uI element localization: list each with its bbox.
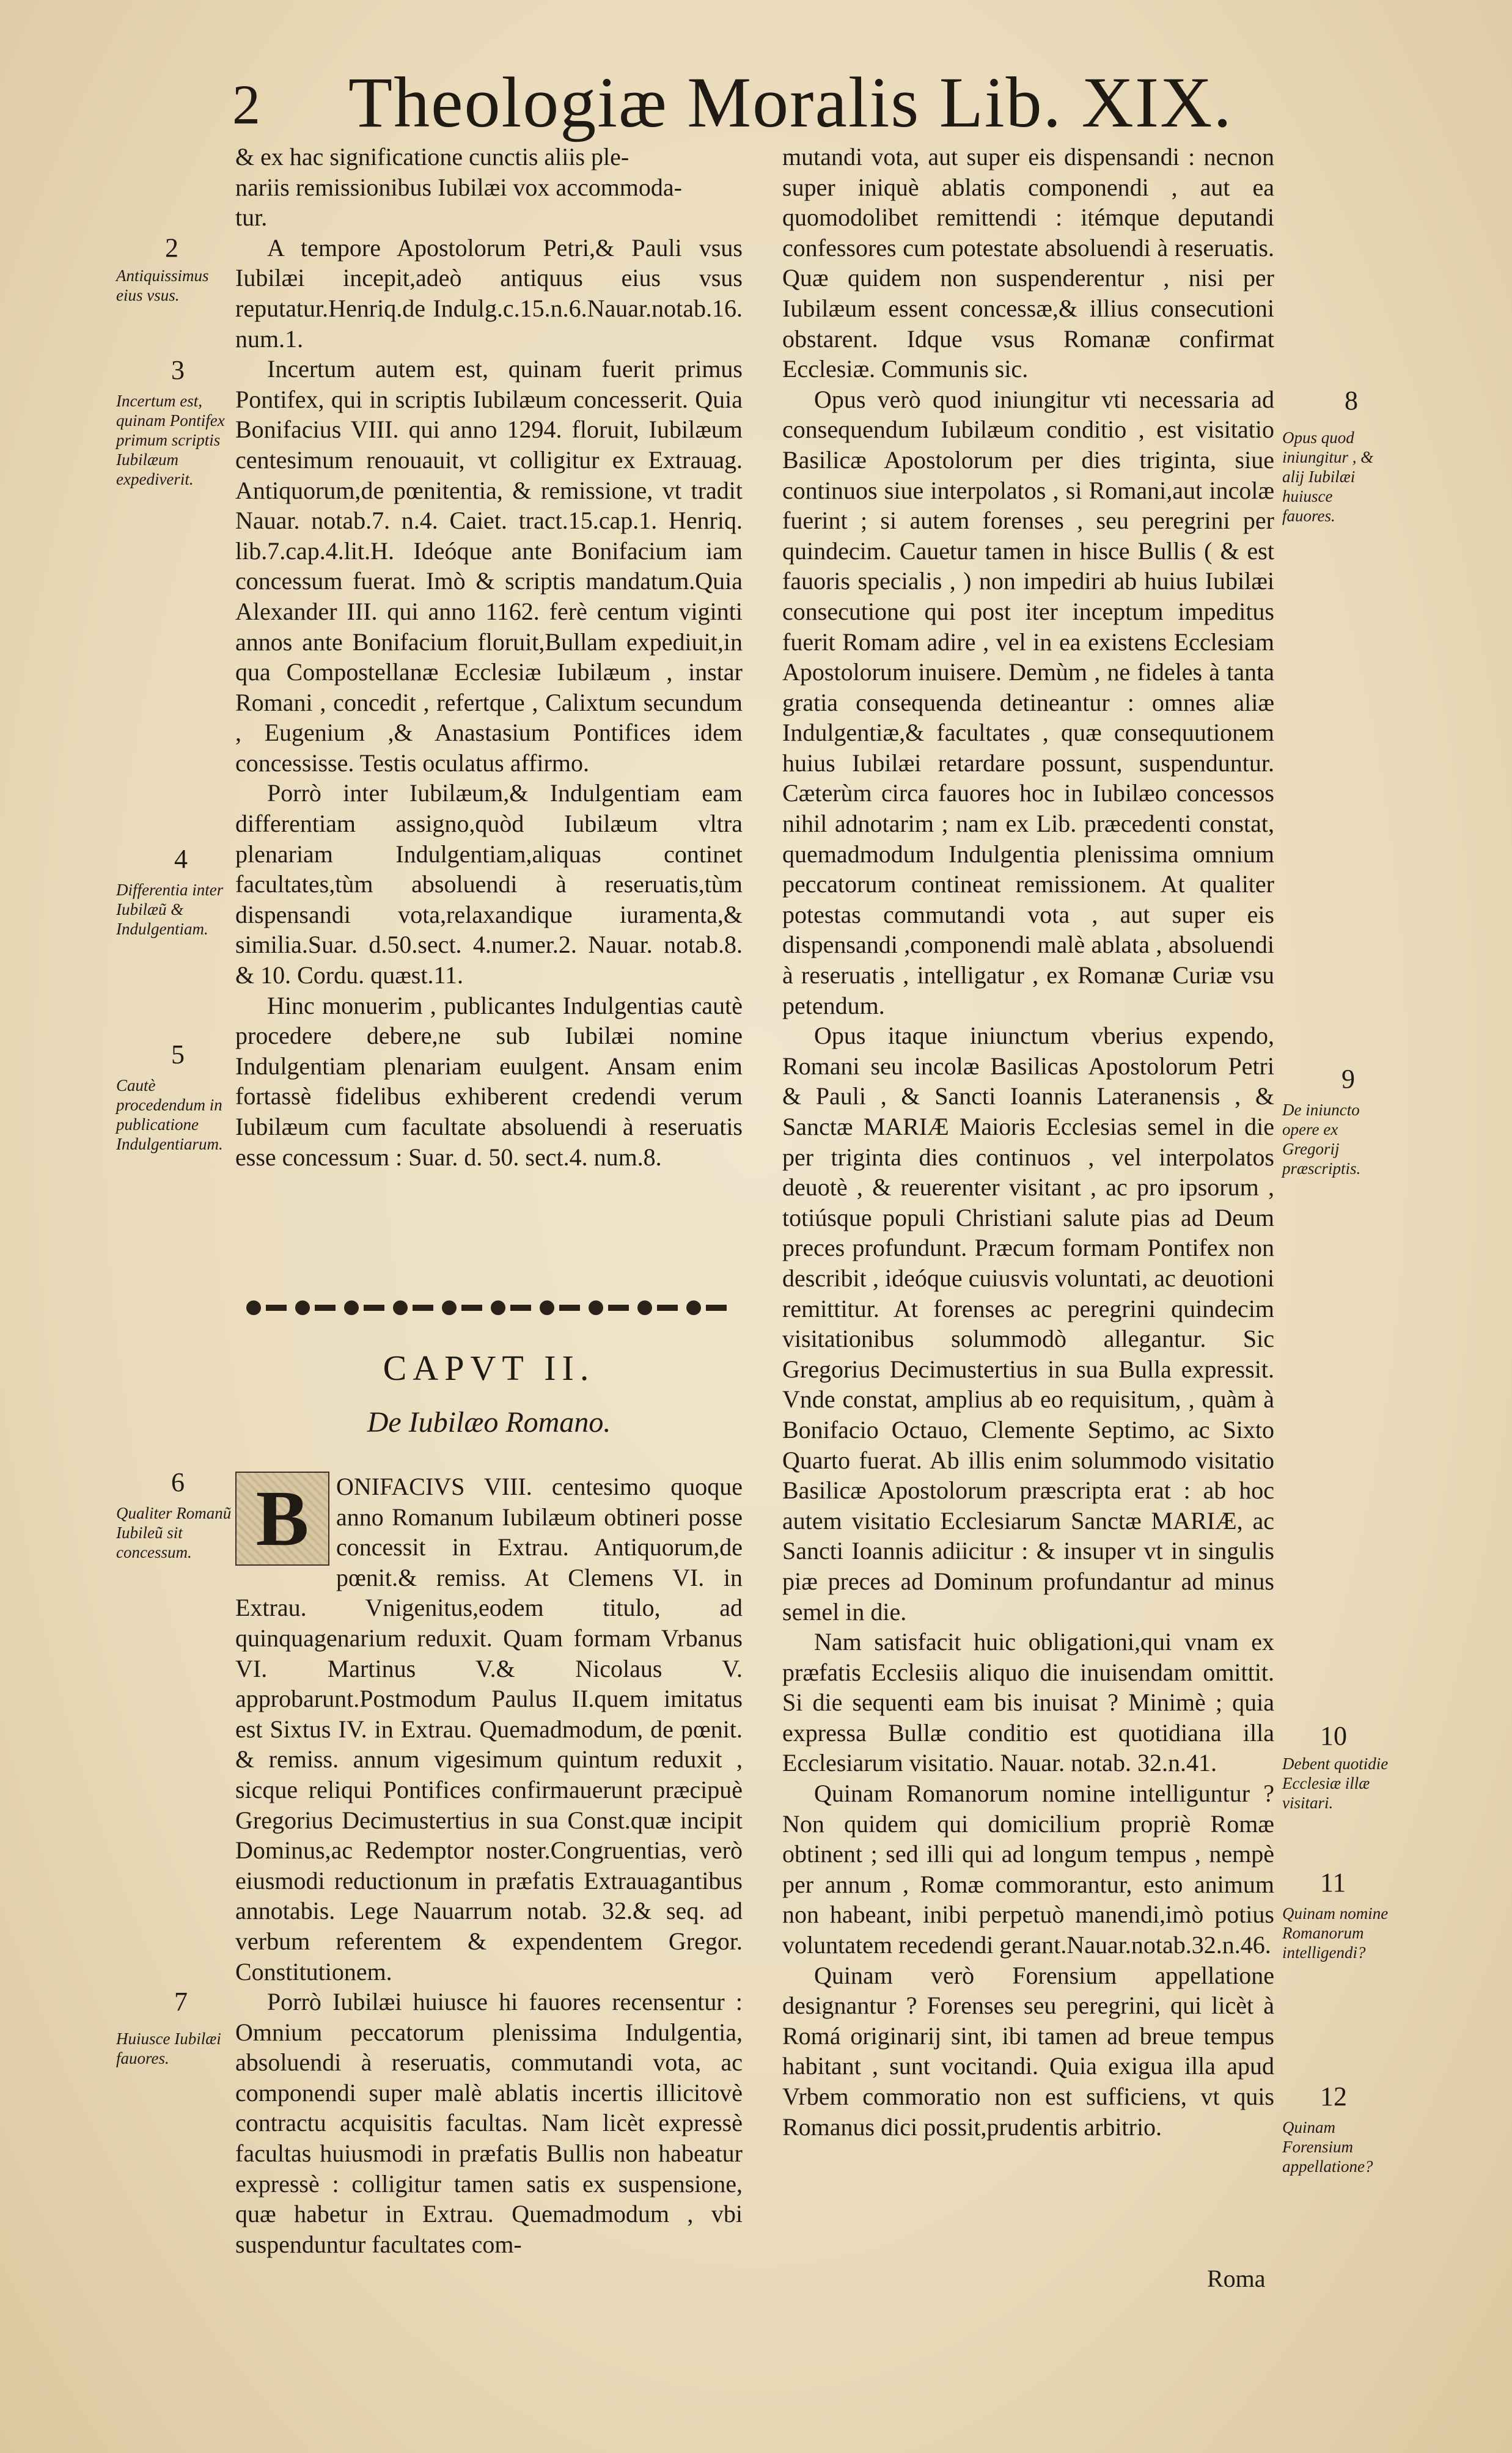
paragraph-6: ONIFACIVS VIII. centesimo quoque anno Romanum Iubilæum obtineri posse concessit in Extrau. Antiquorum,de pœnit.& remiss. At Clemens VI. in Extrau. Vnigenitus,eodem titulo, ad quinquagenarium reduxit. Quam formam Vrbanus VI. Martinus V.& Nicolaus V. approbarunt.Postmodum Paulus II.quem imitatus est Sixtus IV. in Extrau. Quemadmodum, de pœnit. & remiss. annum vigesimum quintum reduxit , sicque reliqui Pontifices confirmauerunt præcipuè Gregorius Decimustertius in sua Const.quæ incipit Dominus,ac Redemptor noster.Congruentias, verò eiusmodi reductionum in præfatis Extrauagantibus annotabis. Lege Nauarrum notab. 32.& seq. ad verbum referentem & expendentem Gregor. Constitutionem. <box>235 1473 743 1986</box>
paragraph-2: A tempore Apostolorum Petri,& Pauli vsus Iubilæi incepit,adeò antiquus eius vsus reputatur.Henriq.de Indulg.c.15.n.6.Nauar.notab.16. num.1. <box>235 233 743 353</box>
paragraph-5: Hinc monuerim , publicantes Indulgentias cautè procedere debere,ne sub Iubilæi nomine Indulgentiam plenariam euulgent. Ansam enim fortassè fidelibus exhiberent credendi verum Iubilæum cum facultate absoluendi à reseruatis esse concessum : Suar. d. 50. sect.4. num.8. <box>235 991 743 1171</box>
chapter-subtitle: De Iubilæo Romano. <box>367 1406 611 1439</box>
paragraph-1-continuation: & ex hac significatione cunctis aliis ple- nariis remissionibus Iubilæi vox accommoda- tur. <box>235 143 682 232</box>
margin-note-10: Debent quotidie Ecclesiæ illæ visitari. <box>1282 1755 1389 1812</box>
margin-note-12: Quinam Forensium appellatione? <box>1282 2118 1373 2176</box>
margin-note-5: Cautè procedendum in publicatione Indulgentiarum. <box>116 1076 223 1153</box>
section-number-2: 2 <box>165 233 178 263</box>
margin-note-9: De iniuncto opere ex Gregorij præscriptis. <box>1282 1101 1361 1178</box>
section-number-8: 8 <box>1345 386 1358 416</box>
paragraph-7: Porrò Iubilæi huiusce hi fauores recensentur : Omnium peccatorum plenissima Indulgentia, absoluendi à reseruatis, commutandi vota, ac componendi super malè ablatis incertis illicitovè contractu acquisitis facultas. Nam licèt expressè facultas huiusmodi in præfatis Bullis non habeatur expressè : colligitur tamen satis ex suspensione, quæ habetur in Extrau. Quemadmodum , vbi suspenduntur facultates com- <box>235 1988 743 2258</box>
page-header <box>232 61 1233 142</box>
running-title: Theologiæ Moralis Lib. XIX. <box>348 62 1233 142</box>
section-number-11: 11 <box>1320 1868 1346 1898</box>
paragraph-3: Incertum autem est, quinam fuerit primus Pontifex, qui in scriptis Iubilæum concesserit. Quia Bonifacius VIII. qui anno 1294. floruit, Iubilæum centesimum renouauit, vt colligitur ex Extrauag. Antiquorum,de pœnitentia, & remissione, vt tradit Nauar. notab.7. n.4. Caiet. tract.15.cap.1. Henriq. lib.7.cap.4.lit.H. Ideóque ante Bonifacium iam concessum fuerat. Imò & scriptis mandatum.Quia Alexander III. qui anno 1162. ferè centum viginti annos ante Bonifacium floruit,Bullam expediuit,in qua Compostellanæ Ecclesiæ Iubilæum , instar Romani , concedit , refertque , Calixtum secundum , Eugenium ,& Anastasium Pontifices idem concessisse. Testis oculatus affirmo. <box>235 355 743 777</box>
left-column <box>235 142 743 1172</box>
section-number-9: 9 <box>1341 1064 1355 1094</box>
section-number-7: 7 <box>174 1987 188 2017</box>
paragraph-12: Quinam verò Forensium appellatione designantur ? Forenses seu peregrini, qui licèt à Romá originarij sint, ibi tamen ad breue tempus habitant , sunt vocitandi. Quia exigua illa apud Vrbem commoratio non est sufficiens, vt quis Romanus dici possit,prudentis arbitrio. <box>782 1961 1274 2141</box>
section-number-12: 12 <box>1320 2081 1347 2111</box>
margin-note-11: Quinam nomine Romanorum intelligendi? <box>1282 1904 1389 1962</box>
margin-note-6: Qualiter Romanũ Iubileũ sit concessum. <box>116 1504 232 1561</box>
fleuron-row-icon <box>235 1286 743 1329</box>
section-number-4: 4 <box>174 844 188 874</box>
paragraph-9: Opus itaque iniunctum vberius expendo, Romani seu incolæ Basilicas Apostolorum Petri & Pauli , & Sancti Ioannis Lateranensis , & Sanctæ MARIÆ Maioris Ecclesias semel in die per triginta dies continuos , vel interpolatos deuotè , & reuerenter visitant , ac pro ipsorum , totiúsque populi Christiani salute pias ad Deum preces profundunt. Præcum formam Pontifex non describit , ideóque cuiusvis voluntati, ac deuotioni remittitur. At forenses ac peregrini quindecim visitationibus solummodò allegantur. Sic Gregorius Decimustertius in sua Bulla expressit. Vnde constat, amplius ab eo requisitum, , quàm à Bonifacio Octauo, Clemente Septimo, ac Sixto Quarto fuerat. Ab illis enim solummodo visitatio Basilicæ Apostolorum præscripta erat : ab hoc autem visitatio Ecclesiarum Sanctæ MARIÆ, ac Sancti Ioannis adiicitur : & insuper vt in singulis piæ preces ad Dominum profundantur ad minus semel in die. <box>782 1022 1274 1626</box>
margin-note-2: Antiquissimus eius vsus. <box>116 266 209 304</box>
paragraph-4: Porrò inter Iubilæum,& Indulgentiam eam differentiam assigno,quòd Iubilæum vltra plenariam Indulgentiam,aliquas continet facultates,tùm absoluendi à reseruatis,tùm dispensandi vota,relaxandique iuramenta,& similia.Suar. d.50.sect. 4.numer.2. Nauar. notab.8. & 10. Cordu. quæst.11. <box>235 779 743 989</box>
section-number-6: 6 <box>171 1467 185 1497</box>
catchword: Roma <box>1207 2265 1266 2292</box>
paragraph-10: Nam satisfacit huic obligationi,qui vnam ex præfatis Ecclesiis aliquo die inuisendam omittit. Si die sequenti eam bis inuisat ? Minimè ; quia expressa Bullæ conditio est quotidiana illa Ecclesiarum visitatio. Nauar. notab. 32.n.41. <box>782 1628 1274 1777</box>
margin-note-4: Differentia inter Iubilæũ & Indulgentiam. <box>116 881 224 938</box>
paragraph-7-continuation: mutandi vota, aut super eis dispensandi : necnon super iniquè ablatis componendi , aut ea quomodolibet remittendi : itémque deputandi confessores cum potestate absoluendi à reseruatis. Quæ quidem non suspenderentur , nisi per Iubilæum essent concessæ,& illius consecutioni obstarent. Idque vsus Romanæ confirmat Ecclesiæ. Communis sic. <box>782 143 1274 383</box>
section-number-3: 3 <box>171 355 185 385</box>
paragraph-11: Quinam Romanorum nomine intelliguntur ? Non quidem qui domicilium propriè Romæ obtinent ; sed illi qui ad longum tempus , nempè per annum , Romæ commorantur, esto animum non habeant, inibi perpetuò manendi,imò potius voluntatem recedendi gerant.Nauar.notab.32.n.46. <box>782 1780 1274 1959</box>
page-number: 2 <box>232 73 260 136</box>
chapter-title: CAPVT II. <box>383 1348 595 1388</box>
margin-note-7: Huiusce Iubilæi fauores. <box>116 2030 221 2067</box>
paragraph-8: Opus verò quod iniungitur vti necessaria ad consequendum Iubilæum conditio , est visitatio Basilicæ Apostolorum per dies triginta, siue continuos siue interpolatos , si Romani,aut incolæ fuerint ; si autem forenses , seu peregrini per quindecim. Cauetur tamen in hisce Bullis ( & est fauoris specialis , ) non impediri ab huius Iubilæi consecutione qui post iter inceptum impeditus fuerit Romam adire , vel in ea existens Ecclesiam Apostolorum inuisere. Demùm , ne fideles à tanta gratia consequenda detineantur : omnes aliæ Indulgentiæ,& facultates , quæ consequutionem huius Iubilæi retardare possunt, suspenduntur. Cæterùm circa fauores hoc in Iubilæo concessos nihil adnotarim ; nam ex Lib. præcedenti constat, quemadmodum Indulgentia plenissima omnium peccatorum contineat remissionem. At qualiter potestas commutandi vota , aut super eis dispensandi ,componendi malè ablata , absoluendi à reseruatis , intelligatur , ex Romanæ Curiæ vsu petendum. <box>782 385 1274 1019</box>
right-column <box>782 142 1274 2142</box>
initial-spacer <box>235 1472 336 1563</box>
section-number-10: 10 <box>1320 1721 1347 1751</box>
initial-letter: B <box>255 1475 309 1563</box>
ornament-divider <box>235 1286 743 1329</box>
left-column-lower <box>235 1472 743 2259</box>
margin-note-3: Incertum est, quinam Pontifex primum scriptis Iubilæum expediverit. <box>116 392 225 488</box>
margin-note-8: Opus quod iniungitur , & alij Iubilæi huiusce fauores. <box>1282 428 1374 525</box>
section-number-5: 5 <box>171 1040 185 1069</box>
